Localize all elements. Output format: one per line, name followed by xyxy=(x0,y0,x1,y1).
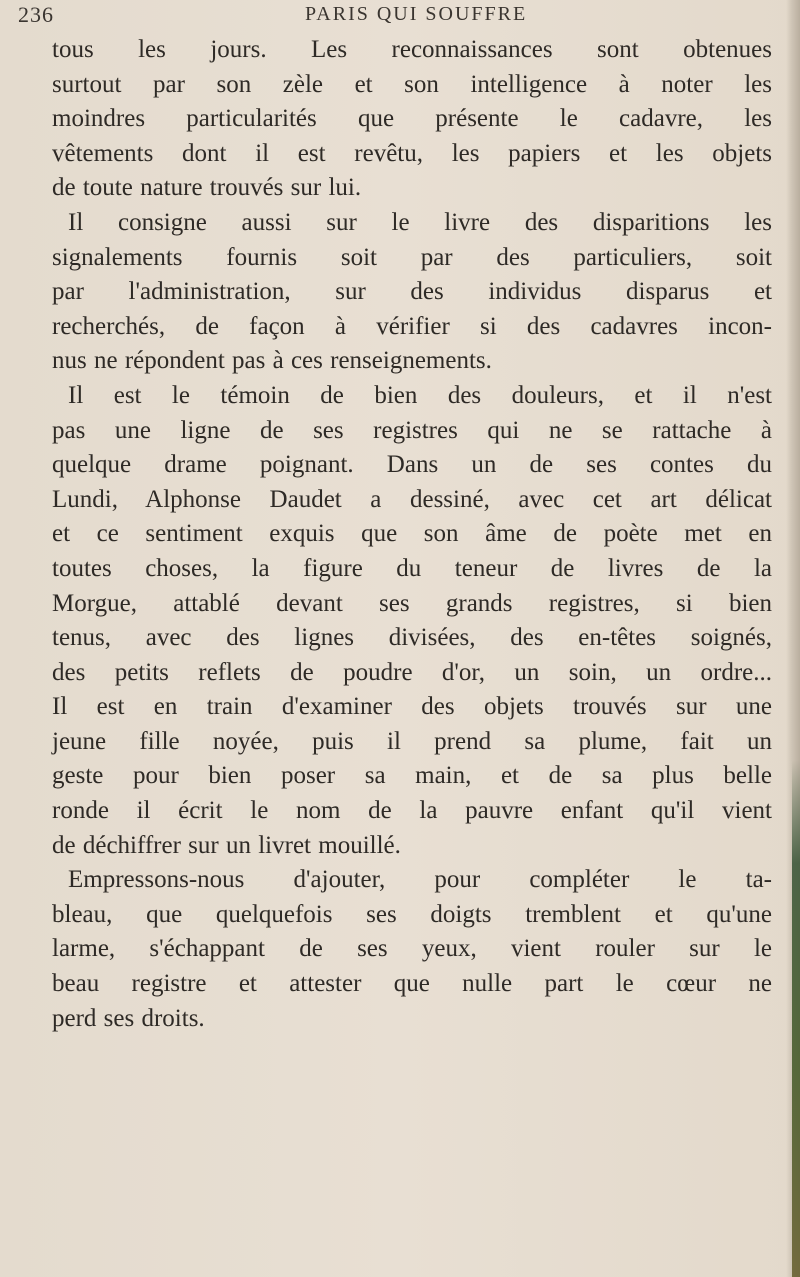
text-line: de déchiffrer sur un livret mouillé. xyxy=(52,831,401,859)
text-line: bleau, que quelquefois ses doigts tremblent et qu'une xyxy=(52,900,772,928)
text-line: vêtements dont il est revêtu, les papiers et les objets xyxy=(52,139,772,167)
text-line: Lundi, Alphonse Daudet a dessiné, avec cet art délicat xyxy=(52,485,772,513)
body-text xyxy=(52,33,772,1036)
text-line: moindres particularités que présente le cadavre, les xyxy=(52,105,772,133)
text-line: tous les jours. Les reconnaissances sont obtenues xyxy=(52,36,772,63)
text-line: Il est le témoin de bien des douleurs, et il n'est xyxy=(68,381,772,409)
text-line: Morgue, attablé devant ses grands registres, si bien xyxy=(52,589,772,617)
text-line: beau registre et attester que nulle part le cœur ne xyxy=(52,970,772,998)
text-line: tenus, avec des lignes divisées, des en-têtes soignés, xyxy=(52,624,772,652)
page-header xyxy=(0,2,800,32)
page-edge-shadow xyxy=(792,760,800,1277)
text-line: signalements fournis soit par des particuliers, soit xyxy=(52,243,772,271)
text-line: ronde il écrit le nom de la pauvre enfant qu'il vient xyxy=(52,797,772,825)
text-line: de toute nature trouvés sur lui. xyxy=(52,174,362,202)
text-line: jeune fille noyée, puis il prend sa plume, fait un xyxy=(52,727,772,755)
text-line: Il est en train d'examiner des objets trouvés sur une xyxy=(52,693,772,721)
text-line: toutes choses, la figure du teneur de livres de la xyxy=(52,554,772,582)
text-line: recherchés, de façon à vérifier si des cadavres incon- xyxy=(52,312,772,340)
running-title: PARIS QUI SOUFFRE xyxy=(305,3,528,25)
text-line: par l'administration, sur des individus disparus et xyxy=(52,278,772,306)
text-line: larme, s'échappant de ses yeux, vient rouler sur le xyxy=(52,935,772,963)
text-line: surtout par son zèle et son intelligence à noter les xyxy=(52,70,772,98)
text-line: Empressons-nous d'ajouter, pour compléter le ta- xyxy=(68,866,772,894)
text-line: pas une ligne de ses registres qui ne se rattache à xyxy=(52,416,772,444)
page-number: 236 xyxy=(18,2,54,27)
text-line: perd ses droits. xyxy=(52,1004,205,1032)
text-line: geste pour bien poser sa main, et de sa plus belle xyxy=(52,762,772,790)
text-line: quelque drame poignant. Dans un de ses contes du xyxy=(52,451,772,479)
text-line: et ce sentiment exquis que son âme de poète met en xyxy=(52,520,772,548)
text-line: nus ne répondent pas à ces renseignements. xyxy=(52,347,492,375)
text-line: Il consigne aussi sur le livre des disparitions les xyxy=(68,208,772,236)
text-line: des petits reflets de poudre d'or, un soin, un ordre... xyxy=(52,658,772,686)
